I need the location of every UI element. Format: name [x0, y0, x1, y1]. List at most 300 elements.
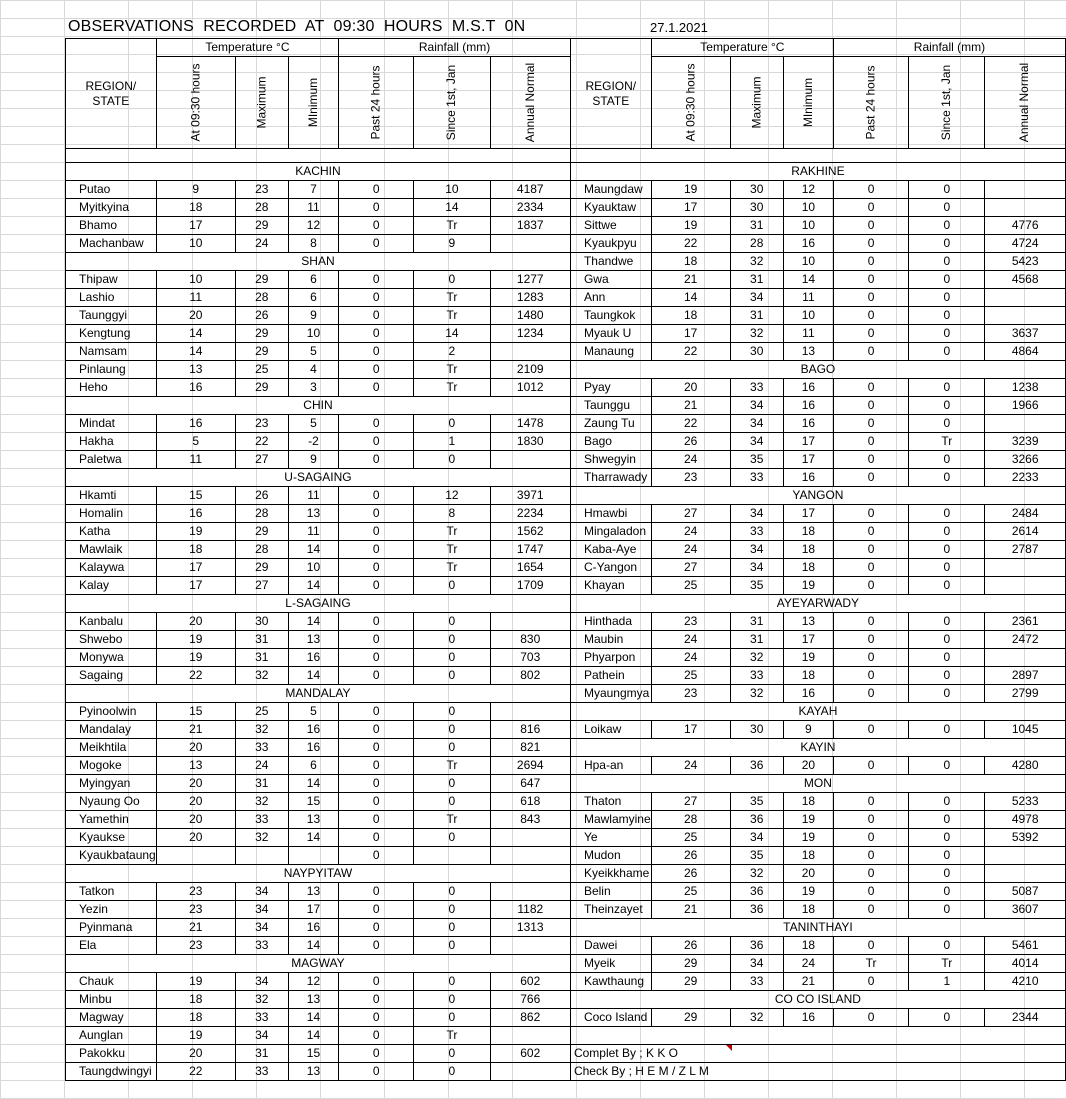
- right-at0930-cell: 28: [651, 811, 730, 829]
- left-station-cell: Namsam: [66, 343, 157, 361]
- right-maximum-cell: 35: [730, 577, 783, 595]
- right-minimum-cell: 18: [783, 559, 833, 577]
- left-since-cell: Tr: [414, 541, 490, 559]
- left-since-cell: 0: [414, 937, 490, 955]
- left-annual-cell: [490, 1027, 570, 1045]
- right-since-cell: 0: [909, 685, 985, 703]
- table-row: [66, 595, 1066, 613]
- left-minimum-cell: 13: [288, 631, 338, 649]
- right-annual-cell: [985, 289, 1065, 307]
- left-station-cell: Pyinoolwin: [66, 703, 157, 721]
- region-section-heading: KAYAH: [570, 703, 1065, 721]
- left-past24-cell: 0: [339, 919, 414, 937]
- left-past24-cell: 0: [339, 577, 414, 595]
- left-annual-cell: 602: [490, 973, 570, 991]
- right-maximum-cell: 31: [730, 271, 783, 289]
- left-annual-cell: 843: [490, 811, 570, 829]
- right-past24-cell: 0: [834, 559, 909, 577]
- table-row: [66, 667, 1066, 685]
- right-past24-cell: 0: [834, 757, 909, 775]
- table-row: [66, 235, 1066, 253]
- right-at0930-cell: 29: [651, 955, 730, 973]
- right-at0930-cell: 24: [651, 757, 730, 775]
- left-at0930-cell: 18: [156, 1009, 235, 1027]
- region-section-heading: YANGON: [570, 487, 1065, 505]
- right-past24-cell: 0: [834, 505, 909, 523]
- right-station-cell: Bago: [570, 433, 651, 451]
- right-station-cell: Hpa-an: [570, 757, 651, 775]
- left-maximum-cell: 24: [235, 757, 288, 775]
- header-region-left: [66, 39, 157, 149]
- left-at0930-cell: 14: [156, 343, 235, 361]
- header-row-group: [66, 39, 1066, 57]
- table-row: [66, 523, 1066, 541]
- header-region-line2: STATE: [592, 93, 630, 108]
- left-since-cell: 0: [414, 631, 490, 649]
- left-station-cell: Mogoke: [66, 757, 157, 775]
- left-at0930-cell: 16: [156, 379, 235, 397]
- left-since-cell: 0: [414, 577, 490, 595]
- right-minimum-cell: 13: [783, 343, 833, 361]
- left-annual-cell: 1709: [490, 577, 570, 595]
- right-past24-cell: Tr: [834, 955, 909, 973]
- left-minimum-cell: 16: [288, 739, 338, 757]
- right-maximum-cell: 34: [730, 829, 783, 847]
- left-since-cell: Tr: [414, 559, 490, 577]
- left-annual-cell: 1012: [490, 379, 570, 397]
- left-maximum-cell: 27: [235, 577, 288, 595]
- left-minimum-cell: 6: [288, 289, 338, 307]
- left-annual-cell: [490, 937, 570, 955]
- left-maximum-cell: 29: [235, 325, 288, 343]
- right-annual-cell: 5087: [985, 883, 1065, 901]
- left-at0930-cell: 23: [156, 901, 235, 919]
- right-minimum-cell: 13: [783, 613, 833, 631]
- left-minimum-cell: 5: [288, 343, 338, 361]
- left-maximum-cell: [235, 847, 288, 865]
- left-minimum-cell: 9: [288, 307, 338, 325]
- right-at0930-cell: 23: [651, 469, 730, 487]
- left-station-cell: Heho: [66, 379, 157, 397]
- left-since-cell: 0: [414, 1045, 490, 1063]
- right-since-cell: 0: [909, 1009, 985, 1027]
- left-at0930-cell: 17: [156, 559, 235, 577]
- right-annual-cell: [985, 865, 1065, 883]
- left-maximum-cell: 23: [235, 415, 288, 433]
- left-since-cell: 0: [414, 901, 490, 919]
- right-past24-cell: 0: [834, 793, 909, 811]
- left-since-cell: 0: [414, 793, 490, 811]
- table-row: [66, 199, 1066, 217]
- right-maximum-cell: 31: [730, 613, 783, 631]
- left-at0930-cell: 9: [156, 181, 235, 199]
- left-annual-cell: 766: [490, 991, 570, 1009]
- left-past24-cell: 0: [339, 559, 414, 577]
- left-annual-cell: 1562: [490, 523, 570, 541]
- left-maximum-cell: 28: [235, 505, 288, 523]
- header-at0930: [651, 57, 730, 149]
- left-at0930-cell: 14: [156, 325, 235, 343]
- right-at0930-cell: 26: [651, 937, 730, 955]
- right-station-cell: Myeik: [570, 955, 651, 973]
- left-at0930-cell: 20: [156, 829, 235, 847]
- table-row: [66, 883, 1066, 901]
- table-row: [66, 325, 1066, 343]
- right-minimum-cell: 18: [783, 523, 833, 541]
- left-since-cell: 0: [414, 883, 490, 901]
- right-past24-cell: 0: [834, 937, 909, 955]
- header-maximum-text: Maximum: [749, 76, 764, 129]
- right-since-cell: 0: [909, 559, 985, 577]
- right-at0930-cell: 25: [651, 577, 730, 595]
- left-minimum-cell: 8: [288, 235, 338, 253]
- table-row: [66, 343, 1066, 361]
- left-minimum-cell: 15: [288, 1045, 338, 1063]
- left-station-cell: Meikhtila: [66, 739, 157, 757]
- right-annual-cell: 4210: [985, 973, 1065, 991]
- right-maximum-cell: 35: [730, 847, 783, 865]
- right-past24-cell: 0: [834, 541, 909, 559]
- right-at0930-cell: 26: [651, 847, 730, 865]
- right-maximum-cell: 36: [730, 937, 783, 955]
- right-station-cell: Maubin: [570, 631, 651, 649]
- header-spacer-row: [66, 149, 1066, 163]
- left-station-cell: Minbu: [66, 991, 157, 1009]
- right-station-cell: Ye: [570, 829, 651, 847]
- table-row: [66, 919, 1066, 937]
- right-since-cell: 1: [909, 973, 985, 991]
- left-annual-cell: 703: [490, 649, 570, 667]
- signature-note: [570, 1027, 1065, 1045]
- left-maximum-cell: 32: [235, 991, 288, 1009]
- right-since-cell: 0: [909, 199, 985, 217]
- right-station-cell: Theinzayet: [570, 901, 651, 919]
- right-minimum-cell: 18: [783, 937, 833, 955]
- left-since-cell: 0: [414, 1063, 490, 1081]
- table-row: [66, 541, 1066, 559]
- header-maximum: [730, 57, 783, 149]
- left-minimum-cell: 9: [288, 451, 338, 469]
- header-maximum: [235, 57, 288, 149]
- table-row: [66, 703, 1066, 721]
- right-maximum-cell: 34: [730, 433, 783, 451]
- right-minimum-cell: 12: [783, 181, 833, 199]
- right-at0930-cell: 21: [651, 397, 730, 415]
- left-maximum-cell: 29: [235, 271, 288, 289]
- left-since-cell: 0: [414, 721, 490, 739]
- left-annual-cell: [490, 829, 570, 847]
- right-minimum-cell: 17: [783, 433, 833, 451]
- left-since-cell: 0: [414, 919, 490, 937]
- left-since-cell: 0: [414, 649, 490, 667]
- left-station-cell: Mindat: [66, 415, 157, 433]
- left-maximum-cell: 29: [235, 343, 288, 361]
- table-row: [66, 361, 1066, 379]
- left-since-cell: Tr: [414, 811, 490, 829]
- left-at0930-cell: 10: [156, 235, 235, 253]
- table-row: [66, 901, 1066, 919]
- left-since-cell: 12: [414, 487, 490, 505]
- table-row: [66, 649, 1066, 667]
- table-row: [66, 271, 1066, 289]
- right-annual-cell: [985, 559, 1065, 577]
- right-since-cell: 0: [909, 181, 985, 199]
- right-annual-cell: 5461: [985, 937, 1065, 955]
- left-minimum-cell: 11: [288, 487, 338, 505]
- left-annual-cell: [490, 235, 570, 253]
- right-minimum-cell: 19: [783, 811, 833, 829]
- left-station-cell: Kyaukse: [66, 829, 157, 847]
- right-minimum-cell: 18: [783, 667, 833, 685]
- signature-note: Check By ; H E M / Z L M: [570, 1063, 1065, 1081]
- left-station-cell: Kalay: [66, 577, 157, 595]
- left-at0930-cell: 22: [156, 667, 235, 685]
- left-past24-cell: 0: [339, 667, 414, 685]
- table-row: [66, 775, 1066, 793]
- left-since-cell: 14: [414, 199, 490, 217]
- right-since-cell: 0: [909, 631, 985, 649]
- right-maximum-cell: 32: [730, 253, 783, 271]
- report-date: 27.1.2021: [650, 20, 708, 35]
- region-section-heading: CO CO ISLAND: [570, 991, 1065, 1009]
- left-station-cell: Monywa: [66, 649, 157, 667]
- right-past24-cell: 0: [834, 577, 909, 595]
- left-minimum-cell: 14: [288, 829, 338, 847]
- left-past24-cell: 0: [339, 991, 414, 1009]
- left-maximum-cell: 34: [235, 901, 288, 919]
- left-maximum-cell: 28: [235, 289, 288, 307]
- observations-table: [65, 38, 1066, 1081]
- right-at0930-cell: 24: [651, 649, 730, 667]
- table-row: [66, 451, 1066, 469]
- right-minimum-cell: 16: [783, 415, 833, 433]
- right-minimum-cell: 16: [783, 1009, 833, 1027]
- right-at0930-cell: 26: [651, 433, 730, 451]
- left-maximum-cell: 29: [235, 217, 288, 235]
- right-station-cell: C-Yangon: [570, 559, 651, 577]
- right-annual-cell: 4864: [985, 343, 1065, 361]
- left-annual-cell: [490, 613, 570, 631]
- left-annual-cell: [490, 847, 570, 865]
- right-past24-cell: 0: [834, 811, 909, 829]
- right-maximum-cell: 31: [730, 631, 783, 649]
- left-at0930-cell: 15: [156, 703, 235, 721]
- right-at0930-cell: 27: [651, 505, 730, 523]
- right-maximum-cell: 34: [730, 505, 783, 523]
- region-section-heading: L-SAGAING: [66, 595, 571, 613]
- header-past24: [834, 57, 909, 149]
- left-minimum-cell: 13: [288, 505, 338, 523]
- left-minimum-cell: 14: [288, 1009, 338, 1027]
- right-at0930-cell: 17: [651, 199, 730, 217]
- left-annual-cell: 3971: [490, 487, 570, 505]
- header-annual: [985, 57, 1065, 149]
- left-minimum-cell: 17: [288, 901, 338, 919]
- right-since-cell: 0: [909, 577, 985, 595]
- left-at0930-cell: 15: [156, 487, 235, 505]
- left-past24-cell: 0: [339, 379, 414, 397]
- left-at0930-cell: 19: [156, 649, 235, 667]
- right-minimum-cell: 11: [783, 325, 833, 343]
- right-minimum-cell: 19: [783, 883, 833, 901]
- right-annual-cell: 3637: [985, 325, 1065, 343]
- left-maximum-cell: 29: [235, 559, 288, 577]
- right-maximum-cell: 36: [730, 883, 783, 901]
- right-annual-cell: 4280: [985, 757, 1065, 775]
- right-annual-cell: 4014: [985, 955, 1065, 973]
- left-at0930-cell: 19: [156, 523, 235, 541]
- right-since-cell: Tr: [909, 955, 985, 973]
- right-past24-cell: 0: [834, 451, 909, 469]
- left-since-cell: Tr: [414, 307, 490, 325]
- right-past24-cell: 0: [834, 235, 909, 253]
- left-at0930-cell: 17: [156, 217, 235, 235]
- right-past24-cell: 0: [834, 289, 909, 307]
- right-minimum-cell: 16: [783, 379, 833, 397]
- right-at0930-cell: 22: [651, 343, 730, 361]
- header-region-line2: STATE: [92, 93, 130, 108]
- region-section-heading: CHIN: [66, 397, 571, 415]
- table-row: [66, 559, 1066, 577]
- right-annual-cell: [985, 577, 1065, 595]
- left-past24-cell: 0: [339, 1027, 414, 1045]
- left-at0930-cell: 20: [156, 739, 235, 757]
- left-station-cell: Tatkon: [66, 883, 157, 901]
- left-past24-cell: 0: [339, 793, 414, 811]
- right-minimum-cell: 19: [783, 577, 833, 595]
- right-maximum-cell: 30: [730, 199, 783, 217]
- left-minimum-cell: 10: [288, 559, 338, 577]
- header-past24-text: Past 24 hours: [368, 65, 383, 140]
- left-at0930-cell: 13: [156, 361, 235, 379]
- header-at0930: [156, 57, 235, 149]
- left-at0930-cell: 11: [156, 451, 235, 469]
- left-past24-cell: 0: [339, 451, 414, 469]
- left-since-cell: Tr: [414, 1027, 490, 1045]
- right-at0930-cell: 27: [651, 559, 730, 577]
- right-past24-cell: 0: [834, 973, 909, 991]
- left-maximum-cell: 34: [235, 973, 288, 991]
- right-maximum-cell: 33: [730, 667, 783, 685]
- table-row: [66, 973, 1066, 991]
- left-past24-cell: 0: [339, 361, 414, 379]
- right-annual-cell: 4724: [985, 235, 1065, 253]
- left-maximum-cell: 33: [235, 1063, 288, 1081]
- table-row: [66, 865, 1066, 883]
- left-annual-cell: 1182: [490, 901, 570, 919]
- left-maximum-cell: 34: [235, 883, 288, 901]
- right-minimum-cell: 19: [783, 829, 833, 847]
- left-at0930-cell: 16: [156, 505, 235, 523]
- left-minimum-cell: 14: [288, 937, 338, 955]
- left-minimum-cell: 14: [288, 577, 338, 595]
- right-at0930-cell: 19: [651, 181, 730, 199]
- left-minimum-cell: 5: [288, 703, 338, 721]
- left-station-cell: Nyaung Oo: [66, 793, 157, 811]
- left-annual-cell: 618: [490, 793, 570, 811]
- left-annual-cell: 1234: [490, 325, 570, 343]
- right-annual-cell: [985, 847, 1065, 865]
- right-at0930-cell: 27: [651, 793, 730, 811]
- right-station-cell: Kyeikkhame: [570, 865, 651, 883]
- right-station-cell: Phyarpon: [570, 649, 651, 667]
- right-past24-cell: 0: [834, 217, 909, 235]
- right-past24-cell: 0: [834, 667, 909, 685]
- right-at0930-cell: 29: [651, 1009, 730, 1027]
- right-annual-cell: 2799: [985, 685, 1065, 703]
- table-row: [66, 469, 1066, 487]
- left-maximum-cell: 32: [235, 793, 288, 811]
- right-annual-cell: 3607: [985, 901, 1065, 919]
- left-since-cell: Tr: [414, 361, 490, 379]
- right-since-cell: 0: [909, 451, 985, 469]
- right-minimum-cell: 11: [783, 289, 833, 307]
- right-since-cell: 0: [909, 523, 985, 541]
- left-station-cell: Mandalay: [66, 721, 157, 739]
- left-at0930-cell: [156, 847, 235, 865]
- left-annual-cell: 2109: [490, 361, 570, 379]
- right-station-cell: Myaungmya: [570, 685, 651, 703]
- left-maximum-cell: 29: [235, 379, 288, 397]
- right-station-cell: Myauk U: [570, 325, 651, 343]
- left-station-cell: Bhamo: [66, 217, 157, 235]
- left-past24-cell: 0: [339, 847, 414, 865]
- left-station-cell: Magway: [66, 1009, 157, 1027]
- right-past24-cell: 0: [834, 325, 909, 343]
- header-past24-text: Past 24 hours: [863, 65, 878, 140]
- left-past24-cell: 0: [339, 1063, 414, 1081]
- right-minimum-cell: 18: [783, 541, 833, 559]
- right-maximum-cell: 33: [730, 523, 783, 541]
- left-station-cell: Shwebo: [66, 631, 157, 649]
- left-annual-cell: 862: [490, 1009, 570, 1027]
- left-since-cell: Tr: [414, 289, 490, 307]
- header-row-columns: [66, 57, 1066, 149]
- left-at0930-cell: 22: [156, 1063, 235, 1081]
- left-since-cell: 0: [414, 991, 490, 1009]
- right-at0930-cell: 22: [651, 415, 730, 433]
- left-maximum-cell: 29: [235, 523, 288, 541]
- left-annual-cell: 802: [490, 667, 570, 685]
- right-at0930-cell: 25: [651, 667, 730, 685]
- right-maximum-cell: 33: [730, 379, 783, 397]
- right-minimum-cell: 9: [783, 721, 833, 739]
- right-minimum-cell: 16: [783, 397, 833, 415]
- table-row: [66, 847, 1066, 865]
- left-since-cell: 10: [414, 181, 490, 199]
- left-annual-cell: 4187: [490, 181, 570, 199]
- left-past24-cell: 0: [339, 631, 414, 649]
- table-row: [66, 181, 1066, 199]
- left-maximum-cell: 33: [235, 811, 288, 829]
- right-since-cell: 0: [909, 415, 985, 433]
- right-since-cell: 0: [909, 271, 985, 289]
- right-minimum-cell: 18: [783, 901, 833, 919]
- right-station-cell: Hmawbi: [570, 505, 651, 523]
- left-annual-cell: 2694: [490, 757, 570, 775]
- right-at0930-cell: 24: [651, 631, 730, 649]
- right-past24-cell: 0: [834, 307, 909, 325]
- left-annual-cell: 821: [490, 739, 570, 757]
- left-station-cell: Taungdwingyi: [66, 1063, 157, 1081]
- left-at0930-cell: 19: [156, 973, 235, 991]
- table-row: [66, 397, 1066, 415]
- left-station-cell: Paletwa: [66, 451, 157, 469]
- left-at0930-cell: 17: [156, 577, 235, 595]
- region-section-heading: TANINTHAYI: [570, 919, 1065, 937]
- left-at0930-cell: 19: [156, 1027, 235, 1045]
- right-past24-cell: 0: [834, 613, 909, 631]
